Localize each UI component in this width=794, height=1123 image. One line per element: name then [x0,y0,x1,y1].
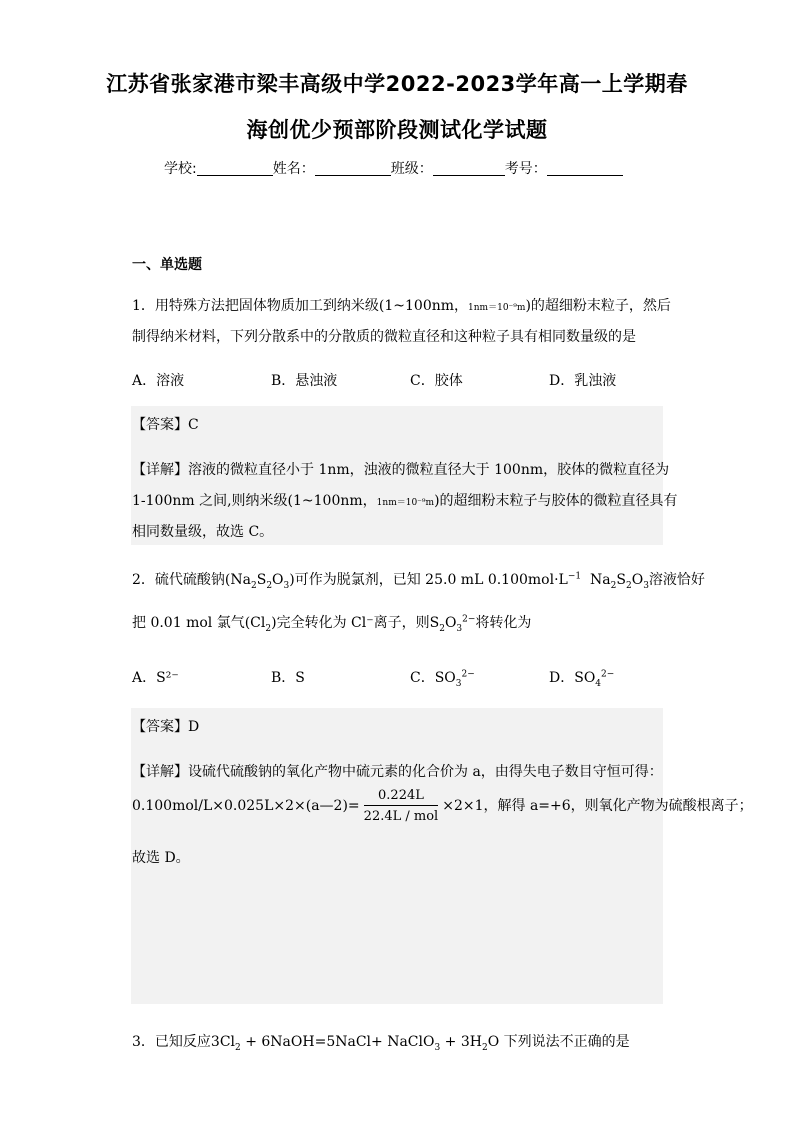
q3-line-1: 3．已知反应$3Cl_2$ + 6NaOH=5NaCl+ NaClO$_3$ + $3H_2O$ 下列说法不正确的是 [132,1034,630,1053]
q2-option-a[interactable]: A．S²⁻ [132,670,179,686]
q1-line-1: 1．用特殊方法把固体物质加工到纳米级(1~100nm，1nm＝10⁻⁹m)的超细粉末粒子，然后 [132,298,671,314]
q2-detail-1: 【详解】设硫代硫酸钠的氧化产物中硫元素的化合价为 a，由得失电子数目守恒可得： [132,764,663,780]
q1-unit: 1nm＝10⁻⁹m [468,303,526,313]
school-label: 学校: [164,161,197,177]
q1-option-d[interactable]: D．乳浊液 [549,373,617,389]
number-blank[interactable] [547,161,623,176]
q1-detail-2: 1-100nm 之间,则纳米级(1~100nm，1nm＝10⁻⁹m)的超细粉末粒子与胶体的微粒直径具有 [132,493,678,509]
q2-detail-3: 故选 D。 [132,850,190,866]
q2-formula-na2s2o3: $Na_2S_2O_3$ [230,572,290,591]
q2-answer: 【答案】D [132,719,200,735]
q1-option-a[interactable]: A．溶液 [132,373,185,389]
q1-detail-3: 相同数量级，故选 C。 [132,524,274,540]
name-label: 姓名： [272,161,315,177]
q1-option-c[interactable]: C．胶体 [410,373,463,389]
name-blank[interactable] [315,161,391,176]
title-line-2: 海创优少预部阶段测试化学试题 [246,118,548,142]
q2-formula-s2o3: $S_2O_3^{2-}$ [429,614,476,634]
q2-detail-2: 0.100mol/L×0.025L×2×(a—2)= $\frac{0.224L}{\text{22.4L / mol}}$ ×2×1，解得 a=+6，则氧化产物为硫酸根离子； [132,788,753,824]
q1-line-2: 制得纳米材料，下列分散系中的分散质的微粒直径和这种粒子具有相同数量级的是 [132,329,636,345]
class-blank[interactable] [433,161,505,176]
q2-answer-box [131,708,663,1004]
class-label: 班级： [390,161,433,177]
school-blank[interactable] [197,161,273,176]
section-heading: 一、单选题 [132,257,202,273]
q1-option-b[interactable]: B．悬浊液 [271,373,338,389]
q2-line-1: 2．硫代硫酸钠$(Na_2S_2O_3)$可作为脱氯剂，已知 25.0 mL $0.100mol\cdot L^{-1}$ $Na_2S_2O_3$溶液恰好 [132,571,705,591]
student-info-row [164,158,623,178]
q2-option-c[interactable]: C．$SO_3^{2-}$ [410,669,475,689]
q2-fraction: $\frac{0.224L}{\text{22.4L / mol}}$ [363,788,439,824]
q2-formula-cl2: $Cl_2$ [250,615,272,634]
q2-option-b[interactable]: B．S [271,670,305,686]
title-line-1: 江苏省张家港市梁丰高级中学2022-2023学年高一上学期春 [106,72,688,96]
q1-detail-1: 【详解】溶液的微粒直径小于 1nm，浊液的微粒直径大于 100nm，胶体的微粒直径为 [132,462,670,478]
q3-equation: $3Cl_2$ + 6NaOH=5NaCl+ NaClO$_3$ + $3H_2O$ [210,1034,500,1053]
q2-line-2: 把 0.01 mol 氯气$(Cl_2)$完全转化为 Cl⁻离子，则$S_2O_3^{2-}$将转化为 [132,614,532,634]
number-label: 考号： [504,161,547,177]
q2-option-d[interactable]: D．$SO_4^{2-}$ [549,669,615,689]
q1-answer: 【答案】C [132,417,199,433]
